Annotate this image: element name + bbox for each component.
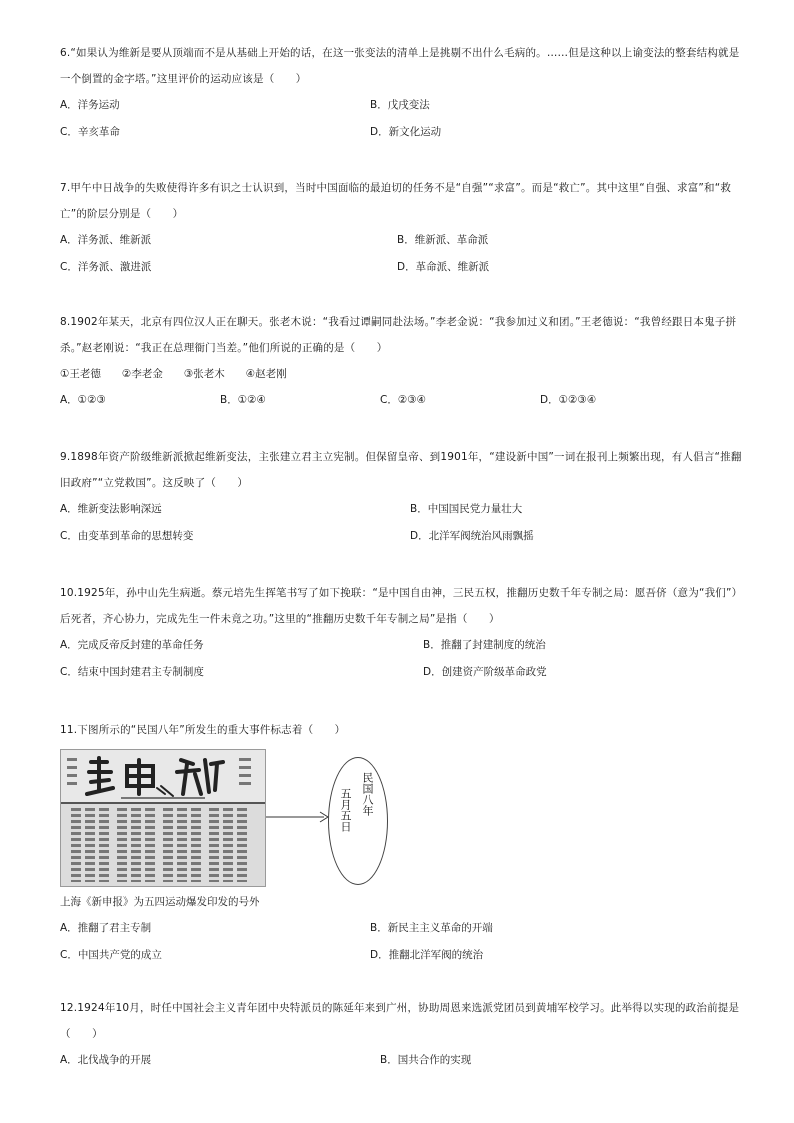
- question-8: [60, 309, 742, 414]
- newspaper-masthead: [61, 750, 265, 804]
- option-row: [60, 942, 742, 969]
- callout-year: 民国八年: [361, 772, 374, 816]
- option-d[interactable]: D．革命派、维新派: [397, 261, 490, 273]
- option-row: [60, 632, 742, 659]
- option-a[interactable]: A．维新变法影响深远: [60, 503, 162, 515]
- option-d[interactable]: D．创建资产阶级革命政党: [423, 666, 547, 678]
- option-b[interactable]: B．中国国民党力量壮大: [410, 503, 523, 515]
- option-row: [60, 1047, 742, 1074]
- option-row: [60, 387, 742, 414]
- arrow-icon: [264, 807, 330, 827]
- option-c[interactable]: C．中国共产党的成立: [60, 949, 162, 961]
- option-b[interactable]: B．维新派、革命派: [397, 234, 489, 246]
- question-stem: 7.甲午中日战争的失败使得许多有识之士认识到，当时中国面临的最迫切的任务不是“自强”“求富”。而是“救亡”。其中这里“自强、求富”和“救亡”的阶层分别是（ ）: [60, 182, 732, 220]
- option-row: [60, 659, 742, 686]
- option-d[interactable]: D．新文化运动: [370, 126, 442, 138]
- question-6: [60, 40, 742, 146]
- option-a[interactable]: A．推翻了君主专制: [60, 922, 152, 934]
- option-b[interactable]: B．新民主主义革命的开端: [370, 922, 493, 934]
- callout-date: 五月五日: [339, 788, 352, 832]
- option-c[interactable]: C．②③④: [380, 394, 427, 406]
- question-stem: 10.1925年，孙中山先生病逝。蔡元培先生挥笔书写了如下挽联：“是中国自由神，三民五权，推翻历史数千年专制之局：愿吾侪（意为“我们”）后死者，齐心协力，完成先生一件未竟之功。”这里的“推翻历史数千年专制之局”是指（ ）: [60, 587, 738, 625]
- option-b[interactable]: B．戊戌变法: [370, 99, 430, 111]
- question-9: [60, 444, 742, 550]
- option-row: [60, 254, 742, 281]
- newspaper-text-columns: [67, 808, 259, 882]
- option-c[interactable]: C．结束中国封建君主专制制度: [60, 666, 204, 678]
- option-d[interactable]: D．①②③④: [540, 394, 597, 406]
- option-d[interactable]: D．北洋军阀统治风雨飘摇: [410, 530, 534, 542]
- option-row: [60, 915, 742, 942]
- question-12: [60, 995, 742, 1074]
- question-7: [60, 175, 742, 281]
- option-b[interactable]: B．国共合作的实现: [380, 1054, 472, 1066]
- question-stem: 11.下图所示的“民国八年”所发生的重大事件标志着（ ）: [60, 724, 346, 736]
- option-d[interactable]: D．推翻北洋军阀的统治: [370, 949, 484, 961]
- option-a[interactable]: A．完成反帝反封建的革命任务: [60, 639, 204, 651]
- question-stem: 8.1902年某天，北京有四位汉人正在聊天。张老木说：“我看过谭嗣同赴法场。”李老金说：“我参加过义和团。”王老德说：“我曾经跟日本鬼子拼杀。”赵老刚说：“我正在总理衙门当差。”他们所说的正确的是（ ）: [60, 316, 737, 354]
- date-callout: [328, 757, 388, 885]
- newspaper-image: [60, 749, 266, 887]
- option-row: [60, 92, 742, 119]
- option-b[interactable]: B．①②④: [220, 394, 266, 406]
- question-10: [60, 580, 742, 686]
- question-stem: 6.“如果认为维新是要从顶端而不是从基础上开始的话，在这一张变法的清单上是挑剔不出什么毛病的。……但是这种以上谕变法的整套结构就是一个倒置的金字塔。”这里评价的运动应该是（ ）: [60, 47, 740, 85]
- option-a[interactable]: A．洋务派、维新派: [60, 234, 152, 246]
- option-c[interactable]: C．辛亥革命: [60, 126, 120, 138]
- option-a[interactable]: A．洋务运动: [60, 99, 120, 111]
- option-c[interactable]: C．由变革到革命的思想转变: [60, 530, 194, 542]
- option-a[interactable]: A．①②③: [60, 394, 106, 406]
- option-row: [60, 119, 742, 146]
- question-stem: 9.1898年资产阶级维新派掀起维新变法，主张建立君主立宪制。但保留皇帝、到1901年，“建设新中国”一词在报刊上频繁出现，有人倡言“推翻旧政府”“立党救国”。这反映了（ ）: [60, 451, 742, 489]
- statement-list: ①王老德 ②李老金 ③张老木 ④赵老刚: [60, 368, 287, 380]
- option-a[interactable]: A．北伐战争的开展: [60, 1054, 152, 1066]
- question-stem: 12.1924年10月，时任中国社会主义青年团中央特派员的陈延年来到广州，协助周恩来选派党团员到黄埔军校学习。此举得以实现的政治前提是（ ）: [60, 1002, 740, 1040]
- option-row: [60, 496, 742, 523]
- question-11: [60, 717, 742, 969]
- option-c[interactable]: C．洋务派、激进派: [60, 261, 152, 273]
- figure-caption: 上海《新申报》为五四运动爆发印发的号外: [60, 896, 260, 908]
- newspaper-figure: [60, 747, 742, 887]
- option-b[interactable]: B．推翻了封建制度的统治: [423, 639, 546, 651]
- option-row: [60, 227, 742, 254]
- option-row: [60, 523, 742, 550]
